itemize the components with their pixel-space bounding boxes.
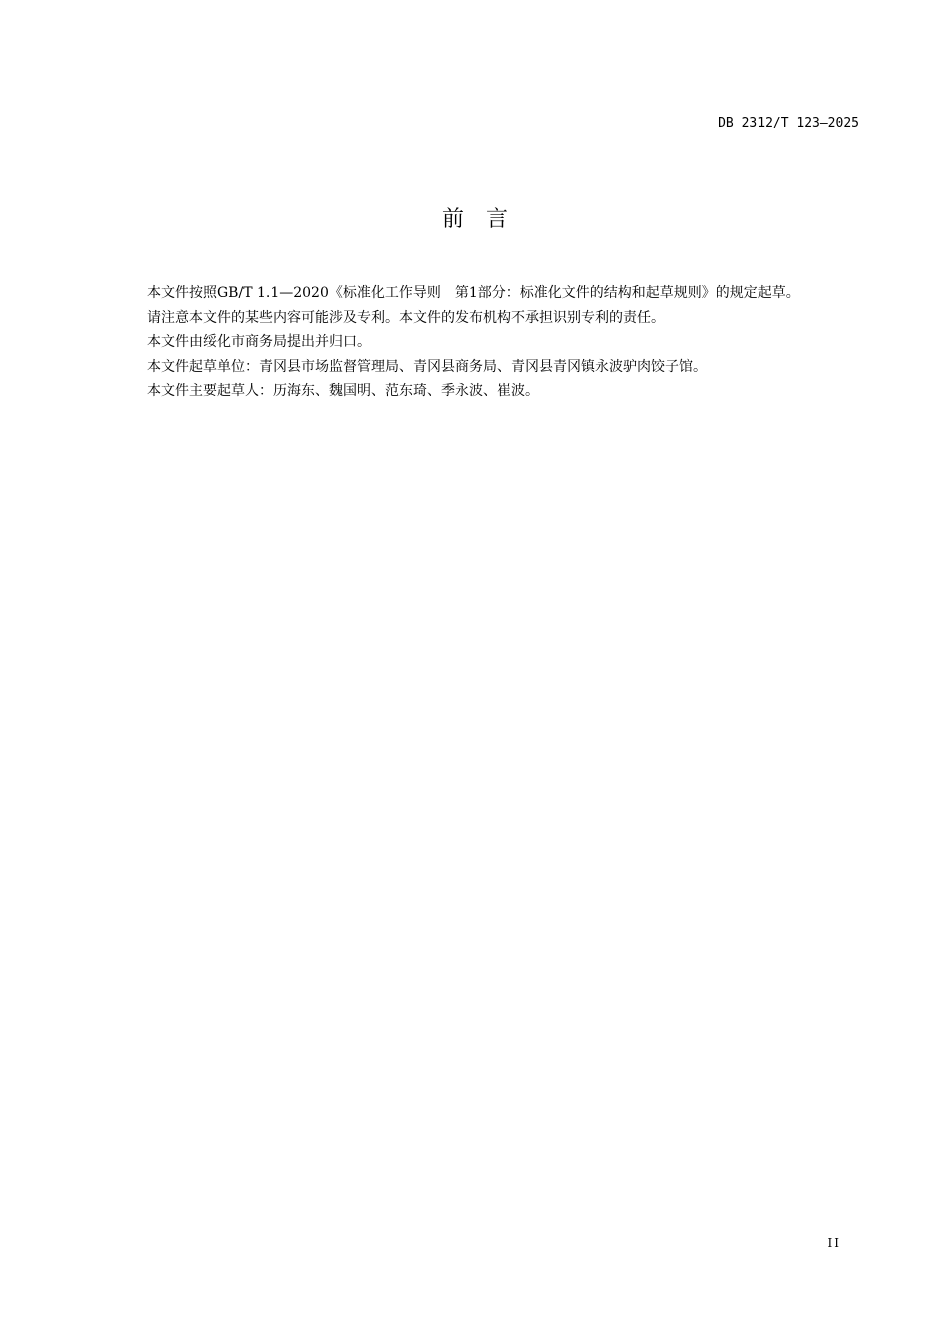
foreword-body bbox=[113, 281, 860, 404]
page-title: 前 言 bbox=[441, 207, 508, 232]
paragraph-drafters: 本文件主要起草人：历海东、魏国明、范东琦、季永波、崔波。 bbox=[147, 383, 539, 399]
paragraph-proposer: 本文件由绥化市商务局提出并归口。 bbox=[147, 334, 371, 350]
paragraph-drafting-units: 本文件起草单位：青冈县市场监督管理局、青冈县商务局、青冈县青冈镇永波驴肉饺子馆。 bbox=[147, 358, 707, 375]
paragraph-drafting-basis: 本文件按照GB/T 1.1—2020《标准化工作导则 第1部分：标准化文件的结构和起草规则》的规定起草。 bbox=[147, 285, 800, 301]
page-number: II bbox=[827, 1236, 841, 1250]
document-code: DB 2312/T 123—2025 bbox=[718, 116, 859, 131]
paragraph-patent-notice: 请注意本文件的某些内容可能涉及专利。本文件的发布机构不承担识别专利的责任。 bbox=[147, 309, 665, 326]
